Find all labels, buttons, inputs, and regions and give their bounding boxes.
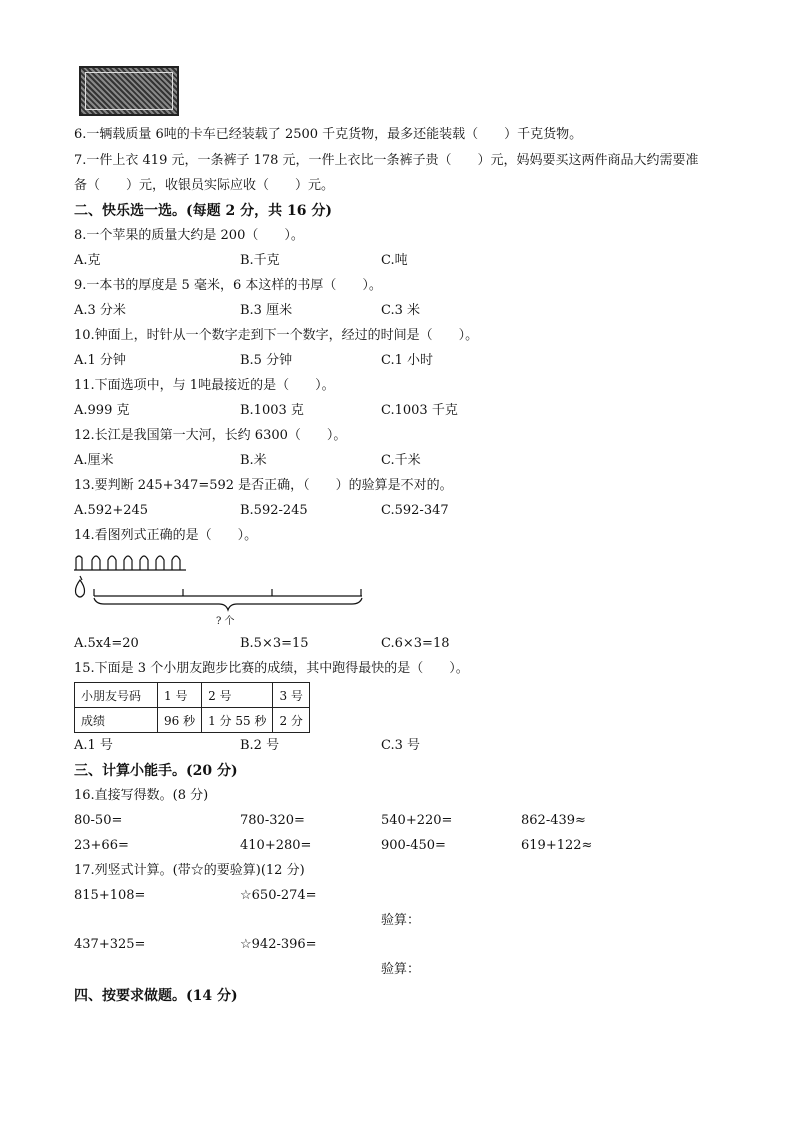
q8-option-b: B.千克 bbox=[240, 253, 280, 268]
table-header-cell: 3 号 bbox=[273, 683, 309, 708]
q14-option-c: C.6×3=18 bbox=[381, 636, 450, 651]
question-17: 17.列竖式计算。(带☆的要验算)(12 分) bbox=[74, 863, 305, 878]
q16-expression: 780-320= bbox=[240, 813, 305, 828]
q17-expression: 815+108= bbox=[74, 888, 146, 903]
pear-icon bbox=[140, 556, 148, 570]
pear-diagram bbox=[74, 552, 374, 628]
table-cell: 1 分 55 秒 bbox=[202, 708, 273, 733]
question-6: 6.一辆载质量 6吨的卡车已经装载了 2500 千克货物，最多还能装载（ ）千克货物。 bbox=[74, 127, 583, 142]
question-12: 12.长江是我国第一大河，长约 6300（ ）。 bbox=[74, 428, 347, 443]
question-7-line-2: 备（ ）元，收银员实际应收（ ）元。 bbox=[74, 178, 335, 193]
q15-option-b: B.2 号 bbox=[240, 738, 280, 753]
question-16: 16.直接写得数。(8 分) bbox=[74, 788, 209, 803]
q11-option-b: B.1003 克 bbox=[240, 403, 304, 418]
table-cell: 成绩 bbox=[75, 708, 158, 733]
question-15: 15.下面是 3 个小朋友跑步比赛的成绩，其中跑得最快的是（ ）。 bbox=[74, 661, 469, 676]
table-cell: 96 秒 bbox=[158, 708, 202, 733]
q12-option-a: A.厘米 bbox=[74, 453, 114, 468]
q11-option-a: A.999 克 bbox=[74, 403, 130, 418]
pear-icon bbox=[172, 556, 180, 570]
pear-icon bbox=[76, 556, 82, 570]
q17-expression: ☆942-396= bbox=[240, 937, 317, 952]
q10-option-c: C.1 小时 bbox=[381, 353, 434, 368]
table-header-cell: 2 号 bbox=[202, 683, 273, 708]
question-11: 11.下面选项中，与 1吨最接近的是（ ）。 bbox=[74, 378, 335, 393]
q11-option-c: C.1003 千克 bbox=[381, 403, 458, 418]
q17-expression: ☆650-274= bbox=[240, 888, 317, 903]
q15-option-c: C.3 号 bbox=[381, 738, 421, 753]
q16-expression: 80-50= bbox=[74, 813, 123, 828]
pear-icon bbox=[92, 556, 100, 570]
q12-option-c: C.千米 bbox=[381, 453, 421, 468]
table-row bbox=[75, 708, 310, 733]
q17-check-label: 验算： bbox=[381, 913, 421, 928]
question-14: 14.看图列式正确的是（ ）。 bbox=[74, 528, 258, 543]
q9-option-b: B.3 厘米 bbox=[240, 303, 293, 318]
table-header-cell: 1 号 bbox=[158, 683, 202, 708]
q12-option-b: B.米 bbox=[240, 453, 267, 468]
q16-expression: 862-439≈ bbox=[521, 813, 586, 828]
q8-option-a: A.克 bbox=[74, 253, 101, 268]
q16-expression: 23+66= bbox=[74, 838, 129, 853]
figure-label: ? 个 bbox=[216, 616, 235, 627]
q13-option-c: C.592-347 bbox=[381, 503, 449, 518]
table-cell: 2 分 bbox=[273, 708, 309, 733]
q16-expression: 900-450= bbox=[381, 838, 446, 853]
pear-icon bbox=[156, 556, 164, 570]
q14-option-b: B.5×3=15 bbox=[240, 636, 309, 651]
pear-icon bbox=[124, 556, 132, 570]
question-8: 8.一个苹果的质量大约是 200（ ）。 bbox=[74, 228, 304, 243]
question-13: 13.要判断 245+347=592 是否正确，（ ）的验算是不对的。 bbox=[74, 478, 453, 493]
q10-option-b: B.5 分钟 bbox=[240, 353, 293, 368]
table-row bbox=[75, 683, 310, 708]
question-7-line-1: 7.一件上衣 419 元，一条裤子 178 元，一件上衣比一条裤子贵（ ）元，妈妈要买这两件商品大约需要准 bbox=[74, 153, 699, 168]
section-2-title: 二、快乐选一选。(每题 2 分，共 16 分) bbox=[74, 203, 332, 219]
q8-option-c: C.吨 bbox=[381, 253, 408, 268]
section-3-title: 三、计算小能手。(20 分) bbox=[74, 763, 238, 779]
race-results-table bbox=[74, 682, 310, 733]
q10-option-a: A.1 分钟 bbox=[74, 353, 126, 368]
q9-option-c: C.3 米 bbox=[381, 303, 421, 318]
table-header-cell: 小朋友号码 bbox=[75, 683, 158, 708]
stamp-image bbox=[79, 66, 179, 116]
question-9: 9.一本书的厚度是 5 毫米，6 本这样的书厚（ ）。 bbox=[74, 278, 382, 293]
q16-expression: 540+220= bbox=[381, 813, 453, 828]
q15-option-a: A.1 号 bbox=[74, 738, 113, 753]
q16-expression: 619+122≈ bbox=[521, 838, 593, 853]
q14-option-a: A.5x4=20 bbox=[74, 636, 139, 651]
pear-icon bbox=[108, 556, 116, 570]
q17-expression: 437+325= bbox=[74, 937, 146, 952]
q13-option-a: A.592+245 bbox=[74, 503, 149, 518]
section-4-title: 四、按要求做题。(14 分) bbox=[74, 988, 238, 1004]
q17-check-label: 验算： bbox=[381, 962, 421, 977]
pear-icon bbox=[76, 580, 85, 597]
q13-option-b: B.592-245 bbox=[240, 503, 308, 518]
q16-expression: 410+280= bbox=[240, 838, 312, 853]
question-10: 10.钟面上，时针从一个数字走到下一个数字，经过的时间是（ ）。 bbox=[74, 328, 479, 343]
q9-option-a: A.3 分米 bbox=[74, 303, 126, 318]
